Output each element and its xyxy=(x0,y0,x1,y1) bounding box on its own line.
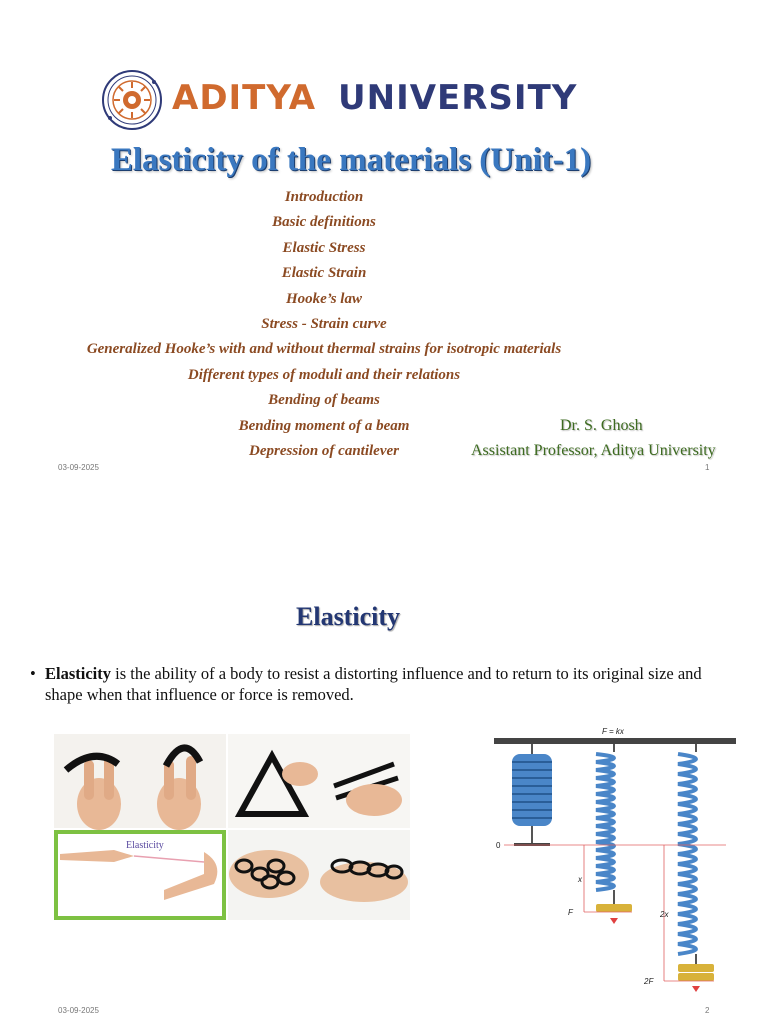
topic-item: Introduction xyxy=(284,189,364,205)
slide1-page-number: 1 xyxy=(705,463,710,472)
bullet-dot: • xyxy=(30,664,36,683)
topic-item: Hooke’s law xyxy=(286,290,362,307)
force-label: F xyxy=(568,908,573,917)
definition-text xyxy=(45,663,720,705)
equation-label: F = kx xyxy=(602,727,624,736)
photo-arm-band xyxy=(54,830,226,920)
two-force-label: 2F xyxy=(644,977,654,986)
definition-body: is the ability of a body to resist a distorting influence and to return to its original size and shape when that influence or force is removed. xyxy=(45,664,702,704)
photo-rubber-rings xyxy=(228,830,410,920)
author-role: Assistant Professor, Aditya University xyxy=(471,442,716,459)
university-logo-icon xyxy=(100,68,164,132)
photo-caption: Elasticity xyxy=(126,840,164,851)
topic-item: Generalized Hooke’s with and without thermal strains for isotropic materials xyxy=(86,341,562,358)
definition-term: Elasticity xyxy=(45,664,111,683)
topic-item: Bending of beams xyxy=(268,392,380,409)
photo-fingers-band xyxy=(54,734,226,830)
hookes-law-spring-diagram xyxy=(492,724,744,1000)
topic-item: Basic definitions xyxy=(272,214,376,231)
topic-item: Different types of moduli and their relations xyxy=(187,366,461,383)
topic-item: Stress - Strain curve xyxy=(261,315,387,332)
slide2-title: Elasticity xyxy=(296,602,400,631)
ceiling-bar xyxy=(494,738,736,744)
spring-stretched-2x xyxy=(678,744,714,992)
two-x-label: 2x xyxy=(660,910,669,919)
slide2-date: 03-09-2025 xyxy=(58,1006,99,1015)
slide1-title: Elasticity of the materials (Unit-1) xyxy=(110,142,592,178)
slide1-date: 03-09-2025 xyxy=(58,463,99,472)
topic-item: Elastic Stress xyxy=(282,239,366,256)
author-name: Dr. S. Ghosh xyxy=(560,417,643,434)
spring-unstretched xyxy=(512,744,552,846)
slide2-page-number: 2 xyxy=(705,1006,710,1015)
photo-triangle-band xyxy=(228,734,410,828)
topic-list xyxy=(0,186,648,465)
topic-item: Elastic Strain xyxy=(281,265,367,282)
elasticity-photo-collage xyxy=(54,734,410,920)
topic-item: Depression of cantilever xyxy=(249,442,399,459)
brand-word-aditya: ADITYA xyxy=(172,78,317,118)
topic-item: Bending moment of a beam xyxy=(238,417,410,434)
x-label: x xyxy=(578,875,582,884)
definition-bullet xyxy=(30,663,720,705)
zero-label: 0 xyxy=(496,841,501,850)
spring-stretched-x xyxy=(596,744,632,924)
brand-word-university: UNIVERSITY xyxy=(338,78,578,118)
